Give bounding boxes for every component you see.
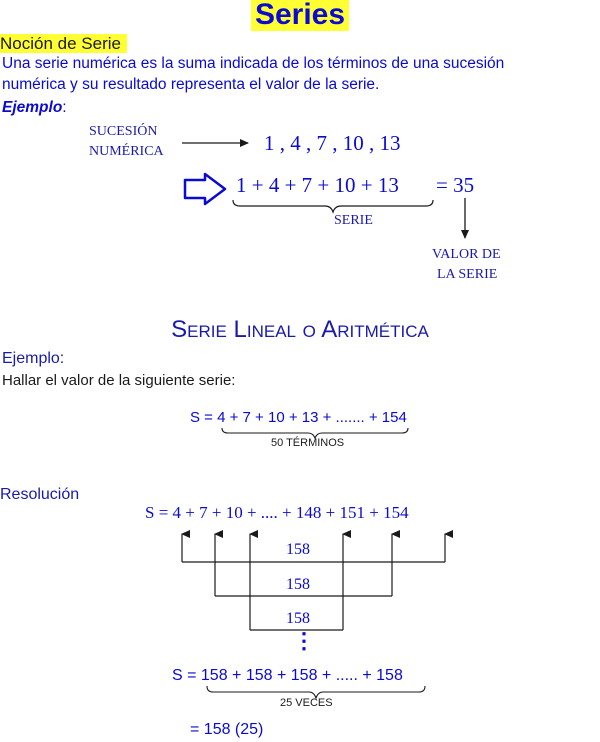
page-title: Series: [0, 0, 600, 32]
section-heading-serie-lineal: Serie Lineal o Aritmética: [171, 316, 429, 343]
terms-count-label: 50 TÉRMINOS: [271, 437, 345, 449]
example2-label: Ejemplo:: [2, 350, 65, 367]
pair-sum-inner: 158: [286, 610, 310, 627]
definition-line-1: Una serie numérica es la suma indicada de los términos de una sucesión: [2, 55, 505, 72]
definition-line-2: numérica y su resultado representa el valor de la serie.: [2, 76, 380, 93]
valor-label-line1: VALOR DE: [432, 247, 501, 262]
final-expression: = 158 (25): [190, 721, 264, 738]
sequence-terms: 1 , 4 , 7 , 10 , 13: [264, 131, 401, 155]
resolution-label: Resolución: [0, 486, 80, 503]
sum-expression: 1 + 4 + 7 + 10 + 13: [236, 173, 399, 197]
valor-label-line2: LA SERIE: [437, 267, 498, 282]
serie-label: SERIE: [334, 213, 373, 228]
serie-brace: [233, 200, 433, 212]
example-label: Ejemplo:: [2, 99, 67, 116]
series-expression: S = 4 + 7 + 10 + 13 + ....... + 154: [190, 409, 407, 426]
pair-sum-outer: 158: [286, 541, 310, 558]
times-brace: [207, 686, 425, 698]
sum-result: = 35: [436, 173, 475, 197]
instruction-text: Hallar el valor de la siguiente serie:: [2, 372, 236, 389]
section-heading-nocion: Noción de Serie: [0, 34, 127, 54]
block-arrow-icon: [185, 174, 225, 204]
times-count-label: 25 VECES: [280, 697, 333, 709]
resolution-expression: S = 4 + 7 + 10 + .... + 148 + 151 + 154: [145, 503, 409, 522]
sum-of-pairs: S = 158 + 158 + 158 + ..... + 158: [172, 667, 403, 684]
pair-sum-middle: 158: [286, 576, 310, 593]
sucesion-label-line2: NUMÉRICA: [89, 144, 164, 159]
terms-brace: [222, 428, 408, 438]
continuation-dots: ⋮: [293, 628, 315, 653]
sucesion-label-line1: SUCESIÓN: [89, 124, 158, 139]
pairing-lines: [182, 534, 445, 630]
